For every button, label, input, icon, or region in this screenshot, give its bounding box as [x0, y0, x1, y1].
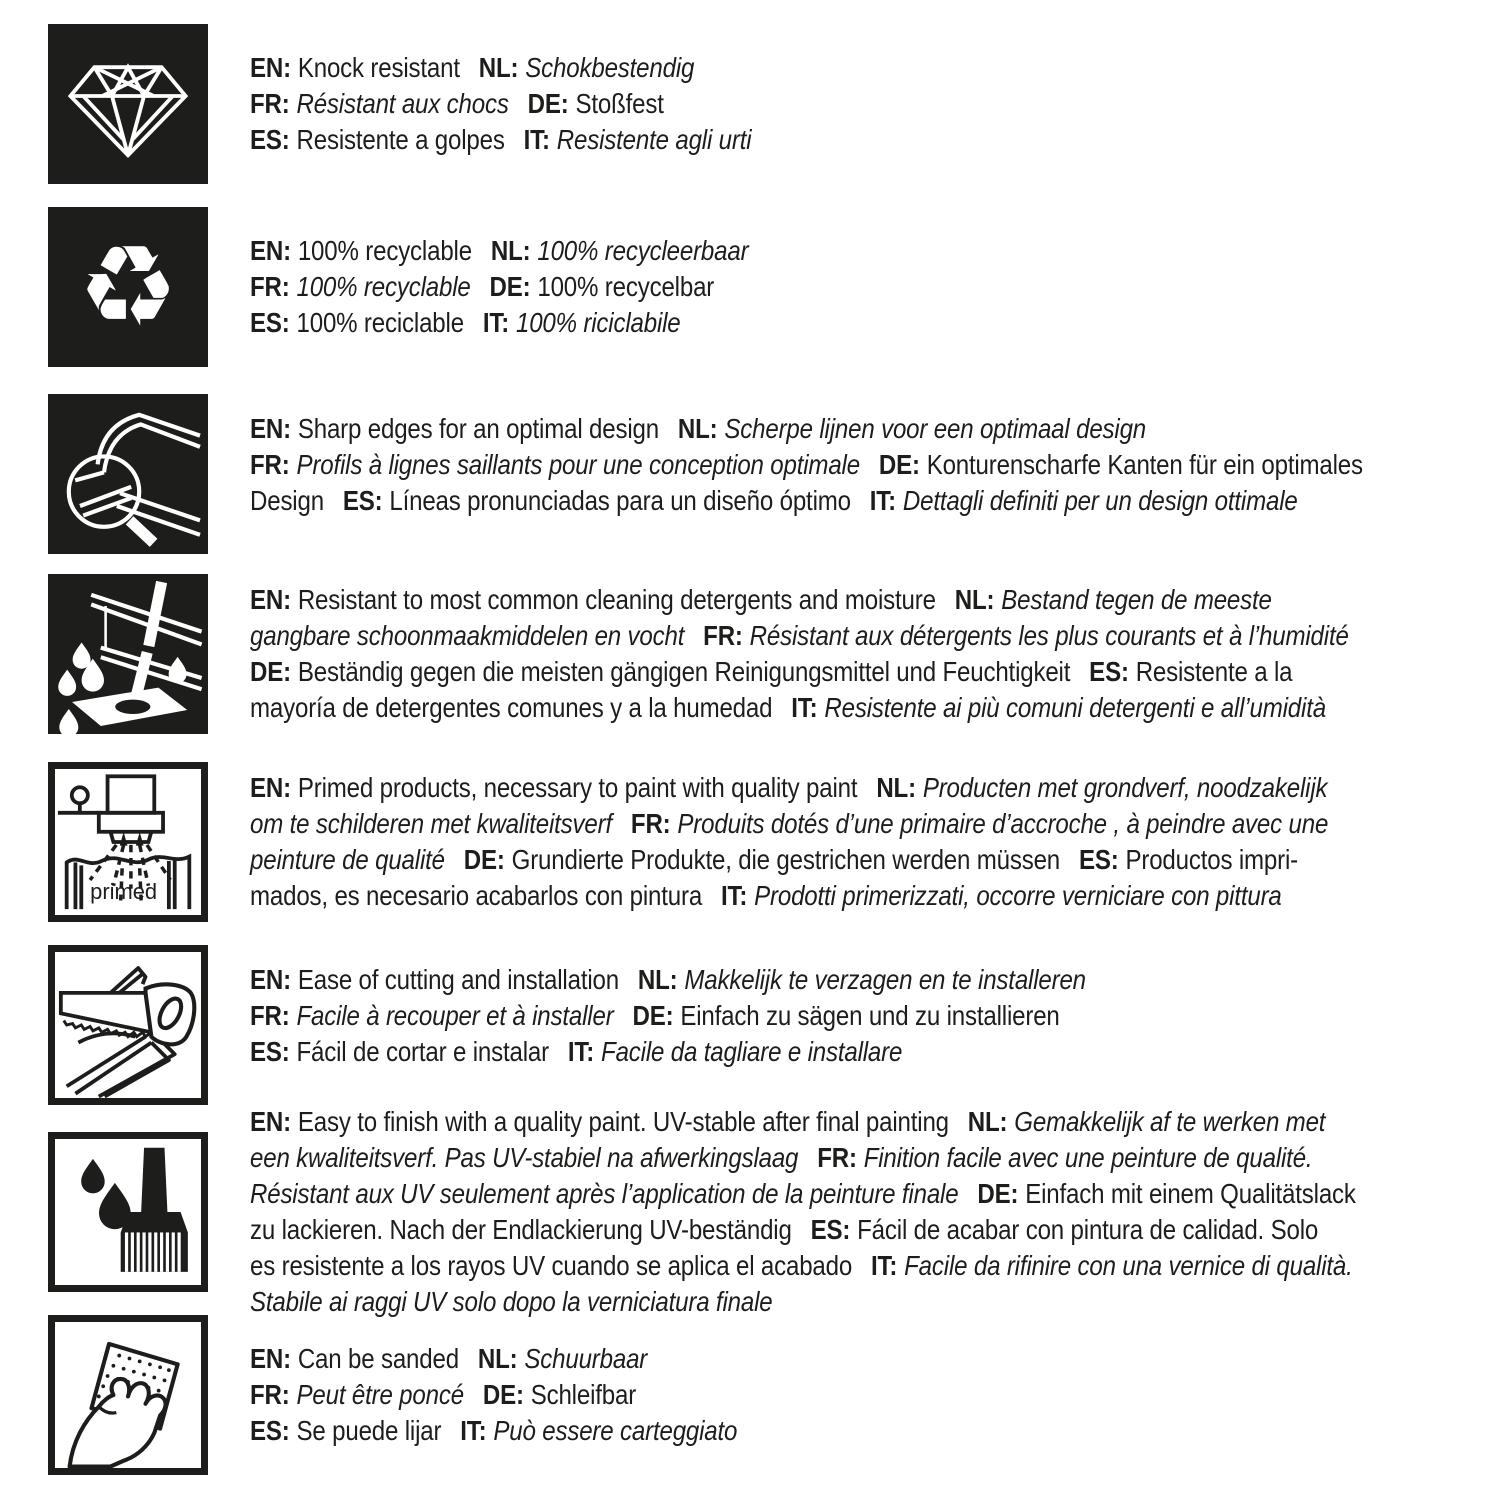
language-label: ES: — [1078, 844, 1119, 875]
translation-text: Résistant aux détergents les plus courants et à l’humidité — [749, 620, 1349, 651]
feature-text — [250, 962, 1222, 1070]
translation-text: Einfach mit einem Qualitätslack — [1025, 1178, 1356, 1209]
language-label: NL: — [490, 235, 531, 266]
text-line — [250, 1377, 737, 1413]
feature-text — [250, 1104, 1500, 1320]
language-label: ES: — [250, 124, 290, 155]
translation-text: Resistente a la — [1135, 656, 1293, 687]
language-label: IT: — [869, 485, 897, 516]
translation-text: Facile da tagliare e installare — [601, 1036, 903, 1067]
language-label: DE: — [632, 1000, 674, 1031]
translation-text: Ease of cutting and installation — [297, 964, 619, 995]
feature-row-primed-products — [48, 762, 1488, 922]
language-label: EN: — [250, 584, 291, 615]
language-label: IT: — [791, 692, 818, 723]
translation-text: Gemakkelijk af te werken met — [1014, 1106, 1326, 1137]
recycle-glyph: ♻ — [77, 222, 179, 352]
language-label: NL: — [677, 413, 718, 444]
text-line — [250, 269, 748, 305]
feature-row-detergent-resistant — [48, 574, 1488, 734]
text-line — [250, 654, 1349, 690]
translation-text: Beständig gegen die meisten gängigen Reinigungsmittel und Feuchtigkeit — [297, 656, 1071, 687]
translation-text: Konturenscharfe Kanten für ein optimales — [926, 449, 1363, 480]
feature-text — [250, 411, 1500, 519]
translation-text: Resistente a golpes — [296, 124, 505, 155]
language-label: NL: — [478, 52, 519, 83]
language-label: DE: — [977, 1178, 1019, 1209]
translation-text: Schokbestendig — [525, 52, 695, 83]
translation-text: 100% recyclable — [296, 271, 471, 302]
translation-text: Resistant to most common cleaning detergents and moisture — [297, 584, 936, 615]
feature-row-sharp-edges — [48, 394, 1488, 554]
feature-text — [250, 582, 1500, 726]
text-line — [250, 842, 1328, 878]
language-label: ES: — [250, 1036, 290, 1067]
language-label: ES: — [250, 307, 290, 338]
language-label: DE: — [250, 656, 291, 687]
feature-row-recyclable — [48, 207, 1488, 367]
translation-text: om te schilderen met kwaliteitsverf — [250, 808, 613, 839]
language-label: IT: — [460, 1415, 487, 1446]
text-line — [250, 1176, 1356, 1212]
feature-row-ease-of-cutting — [48, 945, 1488, 1105]
language-label: FR: — [703, 620, 743, 651]
language-label: NL: — [477, 1343, 518, 1374]
translation-text: Dettagli definiti per un design ottimale — [902, 485, 1298, 516]
translation-text: 100% reciclable — [296, 307, 464, 338]
text-line — [250, 305, 748, 341]
sanding-hand-icon — [48, 1315, 208, 1475]
translation-text: Résistant aux chocs — [296, 88, 509, 119]
feature-text — [250, 50, 833, 158]
translation-text: Peut être poncé — [296, 1379, 464, 1410]
text-line — [250, 1034, 1086, 1070]
translation-text: Design — [250, 485, 324, 516]
translation-text: Schuurbaar — [524, 1343, 648, 1374]
text-line — [250, 1140, 1356, 1176]
primed-label: primed — [90, 878, 158, 904]
language-label: IT: — [567, 1036, 595, 1067]
handsaw-icon — [48, 945, 208, 1105]
translation-text: Sharp edges for an optimal design — [297, 413, 659, 444]
text-line — [250, 50, 751, 86]
text-line — [250, 690, 1349, 726]
translation-text: 100% recycleerbaar — [537, 235, 749, 266]
text-line — [250, 1341, 737, 1377]
translation-text: Producten met grondverf, noodzakelijk — [922, 772, 1328, 803]
feature-text — [250, 233, 830, 341]
text-line — [250, 1104, 1356, 1140]
text-line — [250, 483, 1363, 519]
mop-cleaning-icon — [48, 574, 208, 734]
translation-text: 100% recyclable — [297, 235, 472, 266]
text-line — [250, 618, 1349, 654]
language-label: IT: — [720, 880, 748, 911]
text-line — [250, 878, 1328, 914]
translation-text: Makkelijk te verzagen en te installeren — [684, 964, 1086, 995]
translation-text: es resistente a los rayos UV cuando se aplica el acabado — [250, 1250, 853, 1281]
language-label: NL: — [954, 584, 995, 615]
language-label: IT: — [482, 307, 510, 338]
translation-text: 100% riciclabile — [515, 307, 681, 338]
language-label: FR: — [250, 1000, 290, 1031]
translation-text: Résistant aux UV seulement après l’application de la peinture finale — [250, 1178, 959, 1209]
language-label: ES: — [810, 1214, 851, 1245]
language-label: EN: — [250, 235, 291, 266]
translation-text: Líneas pronunciadas para un diseño óptimo — [389, 485, 851, 516]
text-line — [250, 998, 1086, 1034]
text-line — [250, 233, 748, 269]
primer-spray-icon — [48, 762, 208, 922]
translation-text: Stabile ai raggi UV solo dopo la verniciatura finale — [250, 1286, 773, 1317]
text-line — [250, 806, 1328, 842]
recycle-icon — [48, 207, 208, 367]
text-line — [250, 447, 1363, 483]
translation-text: een kwaliteitsverf. Pas UV-stabiel na afwerkingslaag — [250, 1142, 799, 1173]
feature-text — [250, 1341, 817, 1449]
translation-text: Se puede lijar — [296, 1415, 442, 1446]
translation-text: Resistente ai più comuni detergenti e all’umidità — [824, 692, 1326, 723]
translation-text: Stoßfest — [575, 88, 664, 119]
text-line — [250, 1413, 737, 1449]
translation-text: Finition facile avec une peinture de qualité. — [863, 1142, 1313, 1173]
translation-text: gangbare schoonmaakmiddelen en vocht — [250, 620, 685, 651]
translation-text: Can be sanded — [297, 1343, 459, 1374]
magnifier-profile-icon — [48, 394, 208, 554]
translation-text: Schleifbar — [530, 1379, 637, 1410]
translation-text: Facile da rifinire con una vernice di qualità. — [904, 1250, 1353, 1281]
translation-text: Scherpe lijnen voor een optimaal design — [724, 413, 1147, 444]
text-line — [250, 962, 1086, 998]
language-label: ES: — [1089, 656, 1129, 687]
translation-text: zu lackieren. Nach der Endlackierung UV-beständig — [250, 1214, 792, 1245]
translation-text: Bestand tegen de meeste — [1001, 584, 1272, 615]
language-label: NL: — [967, 1106, 1008, 1137]
translation-text: 100% recycelbar — [537, 271, 715, 302]
language-label: NL: — [876, 772, 916, 803]
language-label: EN: — [250, 52, 291, 83]
translation-text: Prodotti primerizzati, occorre verniciare con pittura — [754, 880, 1282, 911]
language-label: EN: — [250, 772, 291, 803]
language-label: DE: — [482, 1379, 524, 1410]
text-line — [250, 86, 751, 122]
translation-text: Knock resistant — [297, 52, 460, 83]
language-label: DE: — [527, 88, 569, 119]
language-label: EN: — [250, 1106, 291, 1137]
language-label: DE: — [463, 844, 505, 875]
translation-text: Produits dotés d’une primaire d’accroche , à peindre avec une — [677, 808, 1329, 839]
language-label: IT: — [871, 1250, 898, 1281]
language-label: FR: — [250, 449, 290, 480]
text-line — [250, 1248, 1356, 1284]
feature-row-knock-resistant — [48, 24, 1488, 184]
language-label: EN: — [250, 1343, 291, 1374]
language-label: FR: — [250, 88, 290, 119]
language-label: IT: — [523, 124, 550, 155]
language-label: FR: — [817, 1142, 857, 1173]
text-line — [250, 770, 1328, 806]
translation-text: mayoría de detergentes comunes y a la humedad — [250, 692, 773, 723]
text-line — [250, 122, 751, 158]
text-line — [250, 582, 1349, 618]
translation-text: peinture de qualité — [250, 844, 445, 875]
language-label: ES: — [342, 485, 383, 516]
translation-text: Fácil de cortar e instalar — [296, 1036, 549, 1067]
feature-row-can-be-sanded — [48, 1315, 1488, 1475]
language-label: DE: — [489, 271, 531, 302]
translation-text: Productos impri- — [1125, 844, 1299, 875]
text-line — [250, 411, 1363, 447]
translation-text: mados, es necesario acabarlos con pintura — [250, 880, 703, 911]
language-label: NL: — [637, 964, 678, 995]
paintbrush-drops-icon — [48, 1132, 208, 1292]
language-label: FR: — [630, 808, 671, 839]
text-line — [250, 1212, 1356, 1248]
translation-text: Profils à lignes saillants pour une conception optimale — [296, 449, 860, 480]
language-label: EN: — [250, 964, 291, 995]
translation-text: Primed products, necessary to paint with quality paint — [297, 772, 858, 803]
translation-text: Facile à recouper et à installer — [296, 1000, 614, 1031]
language-label: FR: — [250, 1379, 290, 1410]
translation-text: Può essere carteggiato — [493, 1415, 738, 1446]
language-label: ES: — [250, 1415, 290, 1446]
language-label: FR: — [250, 271, 290, 302]
language-label: DE: — [878, 449, 920, 480]
diamond-icon — [48, 24, 208, 184]
translation-text: Resistente agli urti — [556, 124, 752, 155]
feature-text — [250, 770, 1500, 914]
translation-text: Einfach zu sägen und zu installieren — [680, 1000, 1060, 1031]
translation-text: Easy to finish with a quality paint. UV-stable after final painting — [297, 1106, 949, 1137]
translation-text: Fácil de acabar con pintura de calidad. Solo — [857, 1214, 1319, 1245]
feature-row-easy-to-finish — [48, 1106, 1488, 1317]
language-label: EN: — [250, 413, 291, 444]
translation-text: Grundierte Produkte, die gestrichen werden müssen — [511, 844, 1061, 875]
